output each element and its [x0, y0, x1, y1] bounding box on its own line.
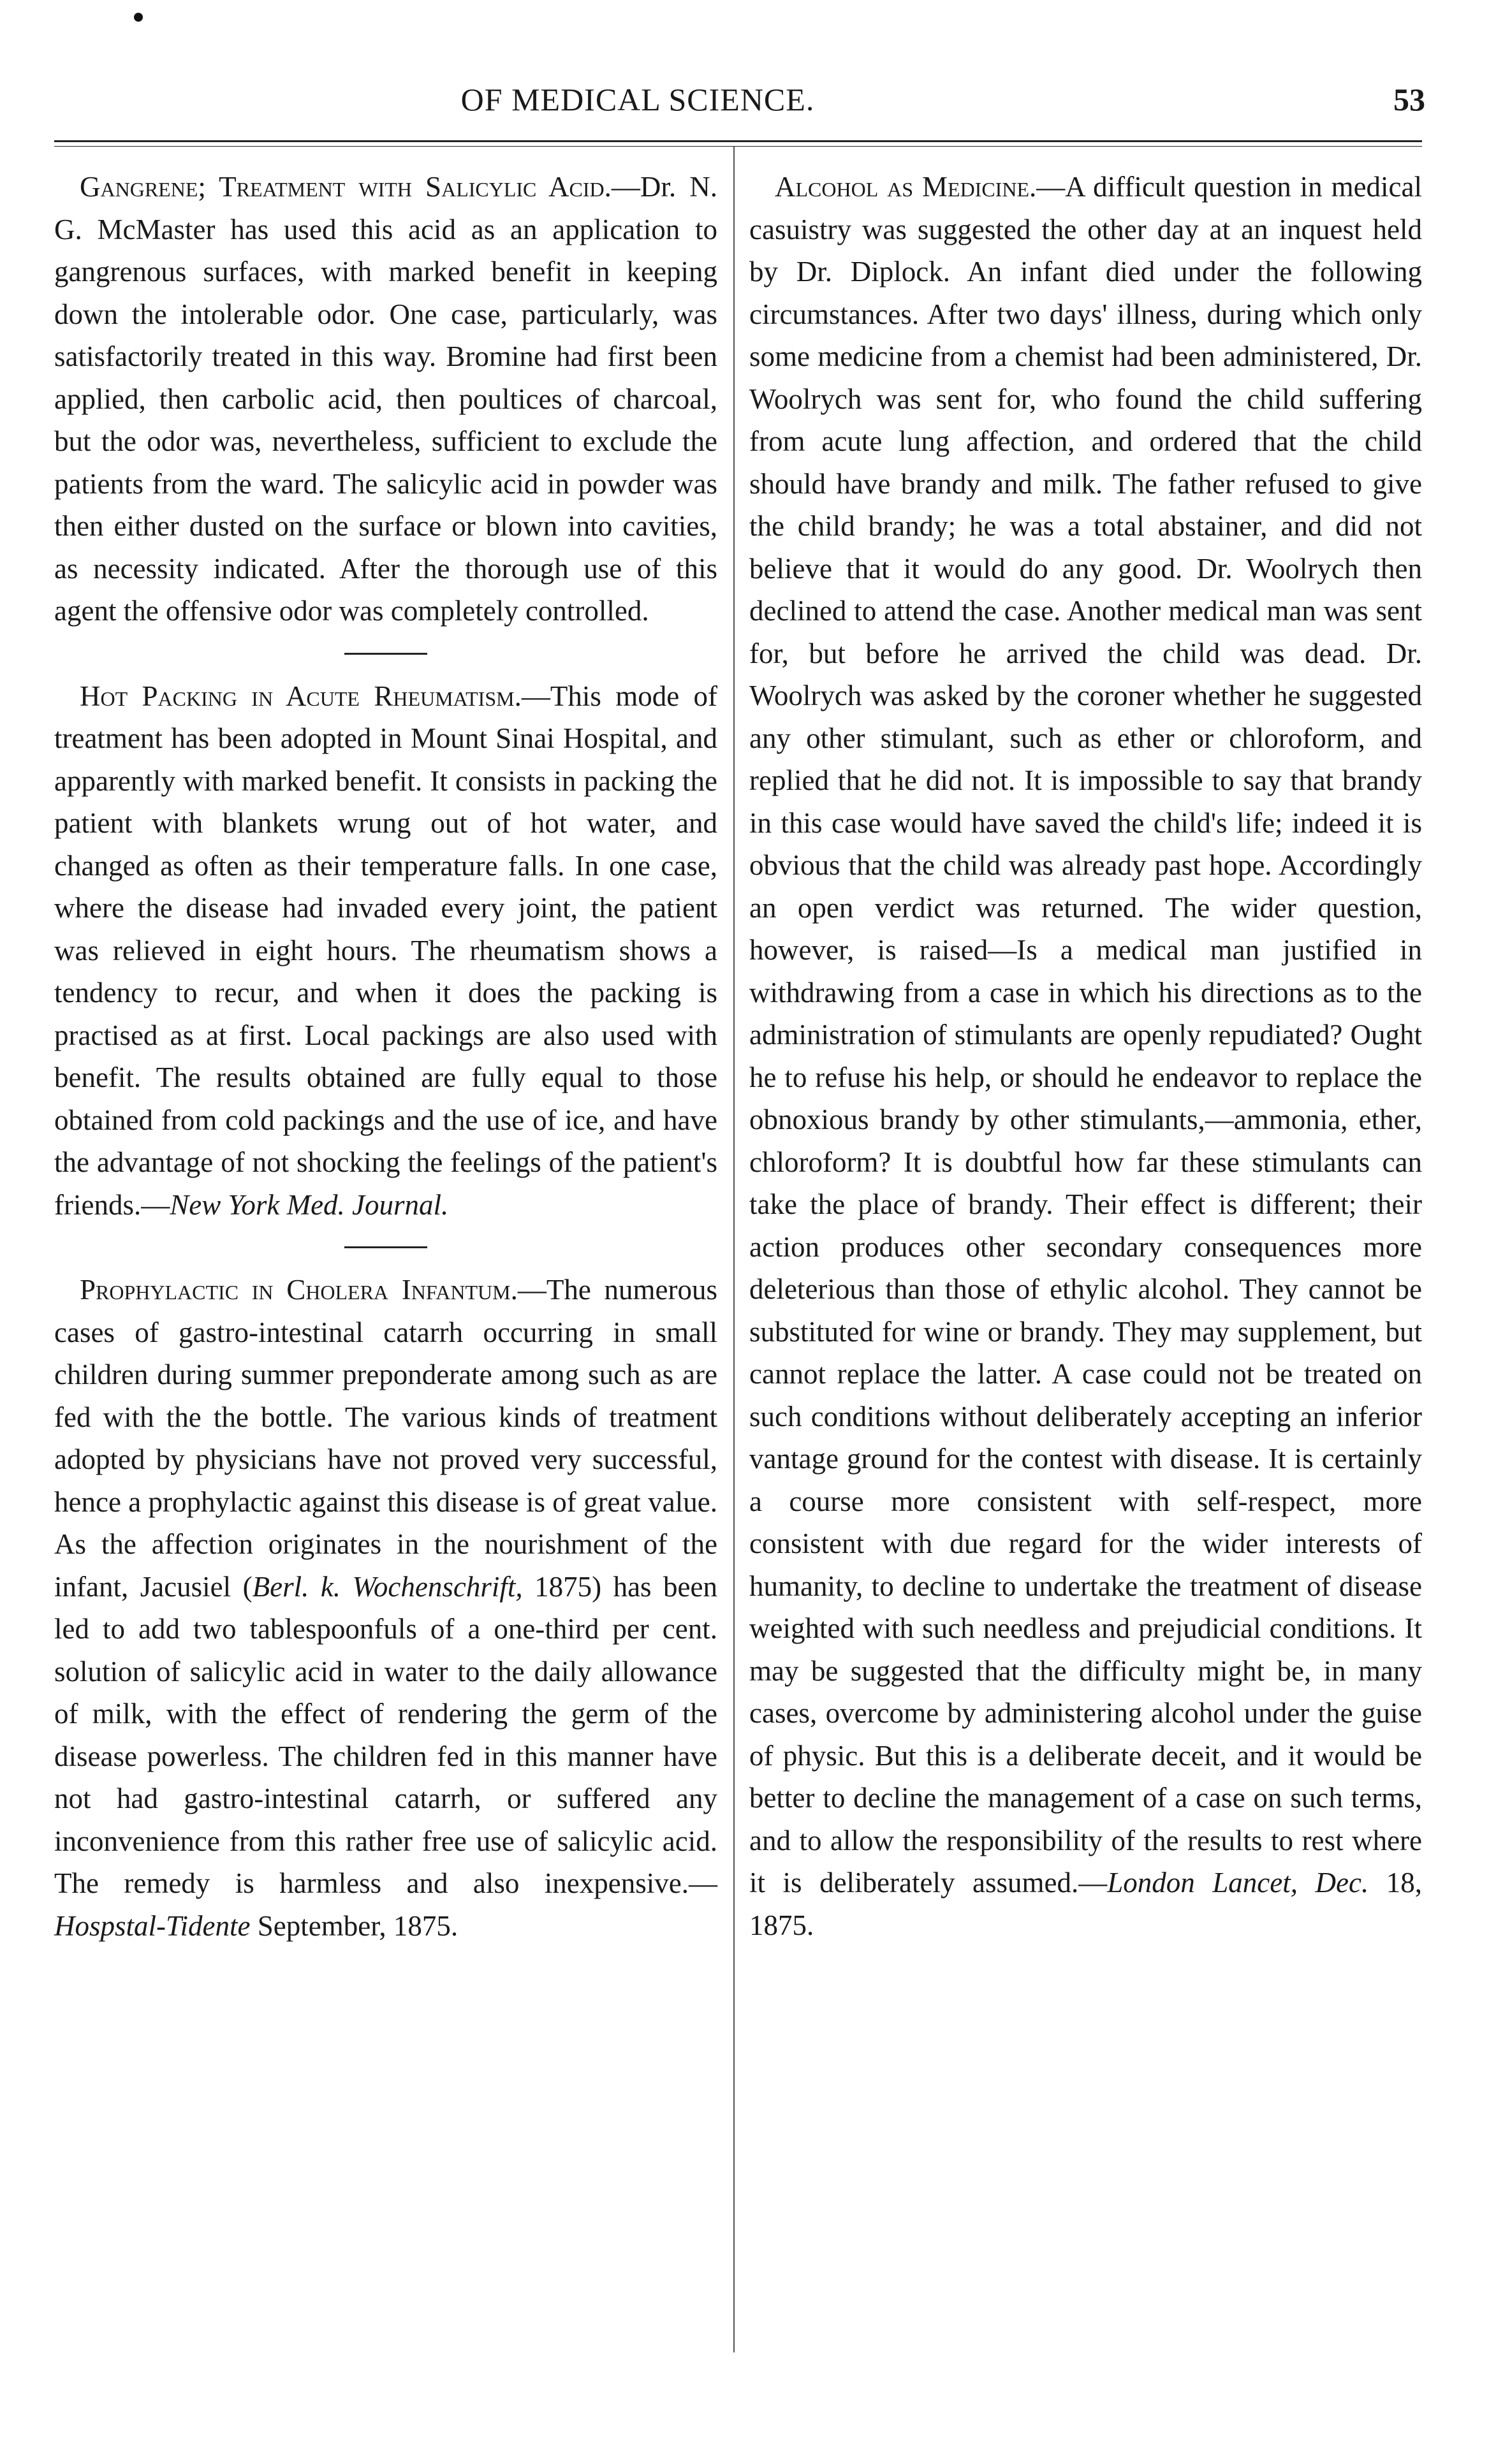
article-body: —A difficult question in medical casuistry was suggested the other day at an inquest held by Dr. Diplock. An infant died under the following circumstances. After two days' illness, during which only some medicine from a chemist had been administered, Dr. Woolrych was sent for, who found the child suffering from acute lung affection, and ordered that the child should have brandy and milk. The father refused to give the child brandy; he was a total abstainer, and did not believe that it would do any good. Dr. Woolrych then declined to attend the case. Another medical man was sent for, but before he arrived the child was dead. Dr. Woolrych was asked by the coroner whether he suggested any other stimulant, such as ether or chloroform, and replied that he did not. It is impossible to say that brandy in this case would have saved the child's life; indeed it is obvious that the child was already past hope. Accordingly an open verdict was returned. The wider question, however, is raised—Is a medical man justified in withdrawing from a case in which his directions as to the administration of stimulants are openly repudiated? Ought he to refuse his help, or should he endeavor to replace the obnoxious brandy by other stimulants,—ammonia, ether, chloroform? It is doubtful how far these stimulants can take the place of brandy. Their effect is different; their action produces other secondary consequences more deleterious than those of ethylic alcohol. They cannot be substituted for wine or brandy. They may supplement, but cannot replace the latter. A case could not be treated on such conditions without deliberately accepting an inferior vantage ground for the contest with disease. It is certainly a course more consistent with self-respect, more consistent with due regard for the wider interests of humanity, to decline to undertake the treatment of disease weighted with such needless and prejudicial conditions. It may be suggested that the difficulty might be, in many cases, overcome by administering alcohol under the guise of physic. But this is a deliberate deceit, and it would be better to decline the management of a case on such terms, and to allow the responsibility of the results to rest where it is deliberately assumed.—	[749, 171, 1423, 1899]
article-alcohol-medicine	[749, 166, 1422, 1946]
left-column	[54, 166, 717, 1947]
article-source: London Lancet, Dec.	[1107, 1867, 1369, 1899]
article-date: 18, 1875.	[749, 1867, 1422, 1941]
article-body: —Dr. N. G. McMaster has used this acid as an application to gangrenous surfaces, with marked benefit in keeping down the intolerable odor. One case, particularly, was satisfactorily treated in this way. Bromine had first been applied, then carbolic acid, then poultices of charcoal, but the odor was, nevertheless, sufficient to exclude the patients from the ward. The salicylic acid in powder was then either dusted on the surface or blown into cavities, as necessity indicated. After the thorough use of this agent the offensive odor was completely controlled.	[54, 171, 718, 627]
article-heading: Prophylactic in Cholera Infantum.	[80, 1274, 518, 1306]
article-hot-packing	[54, 675, 717, 1227]
article-gangrene	[54, 166, 717, 632]
article-source: New York Med. Journal.	[170, 1188, 449, 1221]
ink-dot	[134, 13, 143, 22]
column-divider	[733, 147, 735, 2352]
article-heading: Alcohol as Medicine.	[775, 171, 1037, 203]
right-column	[749, 166, 1422, 1946]
article-separator	[344, 1246, 427, 1248]
article-separator	[344, 653, 427, 655]
page-number: 53	[1393, 82, 1425, 117]
article-body: —The numerous cases of gastro-intestinal catarrh occurring in small children during summer preponderate among such as are fed with the the bottle. The various kinds of treatment adopted by physicians have not proved very successful, hence a prophylactic against this disease is of great value. As the affection originates in the nourishment of the infant, Jacusiel (	[54, 1274, 717, 1603]
article-citation: Berl. k. Wochenschrift,	[252, 1570, 523, 1603]
header-rule-right	[740, 140, 1422, 147]
article-body-continued: 1875) has been led to add two tablespoonfuls of a one-third per cent. solution of salicylic acid in water to the daily allowance of milk, with the effect of rendering the germ of the disease powerless. The children fed in this manner have not had gastro-intestinal catarrh, or suffered any inconvenience from this rather free use of salicylic acid. The remedy is harmless and also inexpensive.—	[54, 1570, 717, 1899]
article-cholera-infantum	[54, 1269, 717, 1947]
running-head	[54, 78, 1425, 129]
running-title: OF MEDICAL SCIENCE.	[460, 82, 815, 117]
header-rule-left	[54, 140, 781, 147]
article-heading: Hot Packing in Acute Rheumatism.	[80, 680, 522, 712]
article-body: —This mode of treatment has been adopted in Mount Sinai Hospital, and apparently with marked benefit. It consists in packing the patient with blankets wrung out of hot water, and changed as often as their temperature falls. In one case, where the disease had invaded every joint, the patient was relieved in eight hours. The rheumatism shows a tendency to recur, and when it does the packing is practised as at first. Local packings are also used with benefit. The results obtained are fully equal to those obtained from cold packings and the use of ice, and have the advantage of not shocking the feelings of the patient's friends.—	[54, 680, 717, 1221]
article-date: September, 1875.	[250, 1909, 458, 1942]
article-heading: Gangrene; Treatment with Salicylic Acid.	[80, 171, 612, 203]
article-source: Hospstal-Tidente	[54, 1909, 251, 1942]
